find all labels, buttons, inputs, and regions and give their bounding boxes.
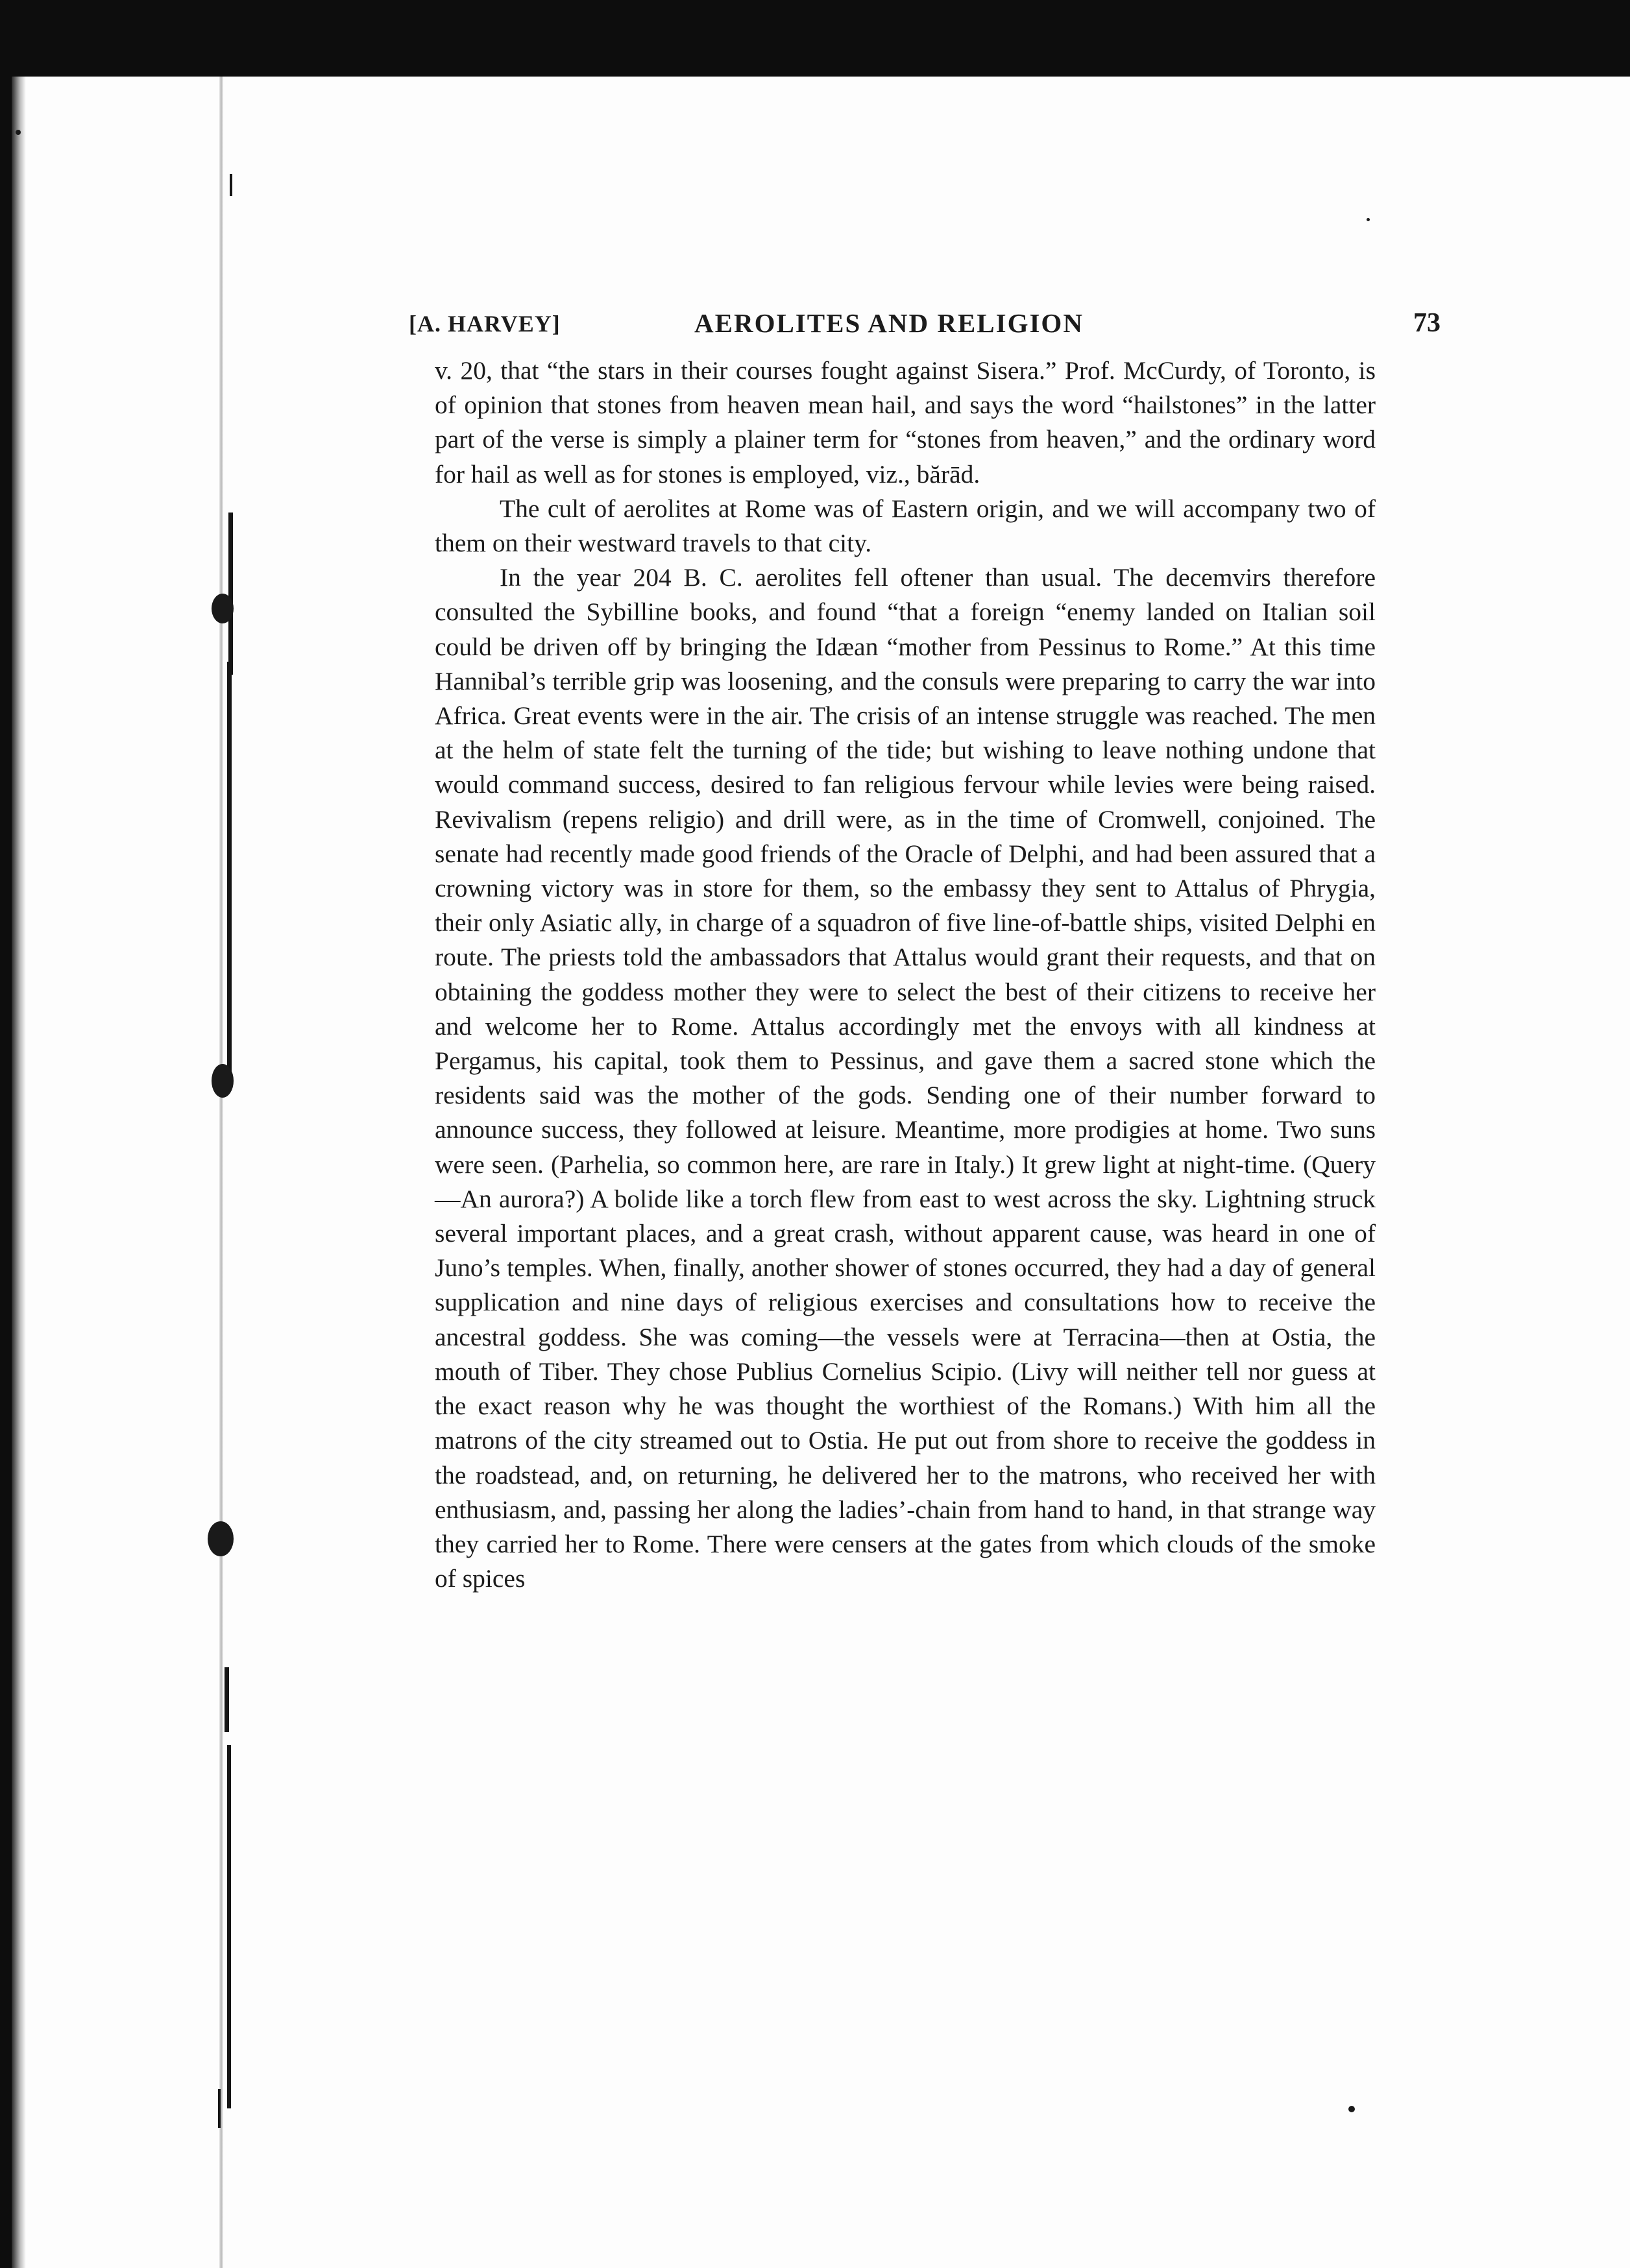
page-number: 73 [1413, 308, 1441, 338]
binding-mark [227, 1745, 231, 2108]
running-head-author: [A. HARVEY] [409, 311, 561, 337]
binding-mark [230, 174, 232, 196]
scan-border-left [0, 0, 12, 2268]
page-edge-shadow [12, 77, 26, 2268]
binding-gutter [219, 77, 223, 2268]
paragraph: v. 20, that “the stars in their courses fought against Sisera.” Prof. McCurdy, of Toronto, is of opinion that stones from heaven mean hail, and says the word “hailstones” in the latter part of the verse is simply a plainer term for “stones from heaven,” and the ordinary word for hail as well as for stones is employed, viz., bărād. [435, 356, 1376, 489]
scan-border-top [0, 0, 1630, 77]
dust-speck [16, 130, 21, 135]
binding-mark [218, 2089, 221, 2128]
running-head-title: AEROLITES AND RELIGION [694, 308, 1084, 338]
body-text [435, 354, 1376, 1596]
binding-hole [212, 1064, 234, 1098]
dust-speck [1367, 218, 1370, 221]
binding-mark [227, 662, 232, 1077]
paragraph: The cult of aerolites at Rome was of Eastern origin, and we will accompany two of them on their westward travels to that city. [435, 494, 1376, 558]
binding-mark [225, 1667, 229, 1732]
binding-hole [212, 594, 234, 623]
binding-mark [228, 513, 233, 675]
page-header [409, 305, 1441, 344]
binding-hole [208, 1521, 234, 1556]
dust-speck [1348, 2106, 1355, 2112]
paragraph: In the year 204 B. C. aerolites fell oftener than usual. The decemvirs therefore consulted the Sybilline books, and found “that a foreign “enemy landed on Italian soil could be driven off by bringing the Idæan “mother from Pessinus to Rome.” At this time Hannibal’s terrible grip was loosening, and the consuls were preparing to carry the war into Africa. Great events were in the air. The crisis of an intense struggle was reached. The men at the helm of state felt the turning of the tide; but wishing to leave nothing undone that would command success, desired to fan religious fervour while levies were being raised. Revivalism (repens religio) and drill were, as in the time of Cromwell, conjoined. The senate had recently made good friends of the Oracle of Delphi, and had been assured that a crowning victory was in store for them, so the embassy they sent to Attalus of Phrygia, their only Asiatic ally, in charge of a squadron of five line-of-battle ships, visited Delphi en route. The priests told the ambassadors that Attalus would grant their requests, and that on obtaining the goddess mother they were to select the best of their citizens to receive her and welcome her to Rome. Attalus accordingly met the envoys with all kindness at Pergamus, his capital, took them to Pessinus, and gave them a sacred stone which the residents said was the mother of the gods. Sending one of their number forward to announce success, they followed at leisure. Meantime, more prodigies at home. Two suns were seen. (Parhelia, so common here, are rare in Italy.) It grew light at night-time. (Query—An aurora?) A bolide like a torch flew from east to west across the sky. Lightning struck several important places, and a great crash, without apparent cause, was heard in one of Juno’s temples. When, finally, another shower of stones occurred, they had a day of general supplication and nine days of religious exercises and consultations how to receive the ancestral goddess. She was coming—the vessels were at Terracina—then at Ostia, the mouth of Tiber. They chose Publius Cornelius Scipio. (Livy will neither tell nor guess at the exact reason why he was thought the worthiest of the Romans.) With him all the matrons of the city streamed out to Ostia. He put out from shore to receive the goddess in the roadstead, and, on returning, he delivered her to the matrons, who received her with enthusiasm, and, passing her along the ladies’-chain from hand to hand, in that strange way they carried her to Rome. There were censers at the gates from which clouds of the smoke of spices [435, 563, 1376, 1593]
